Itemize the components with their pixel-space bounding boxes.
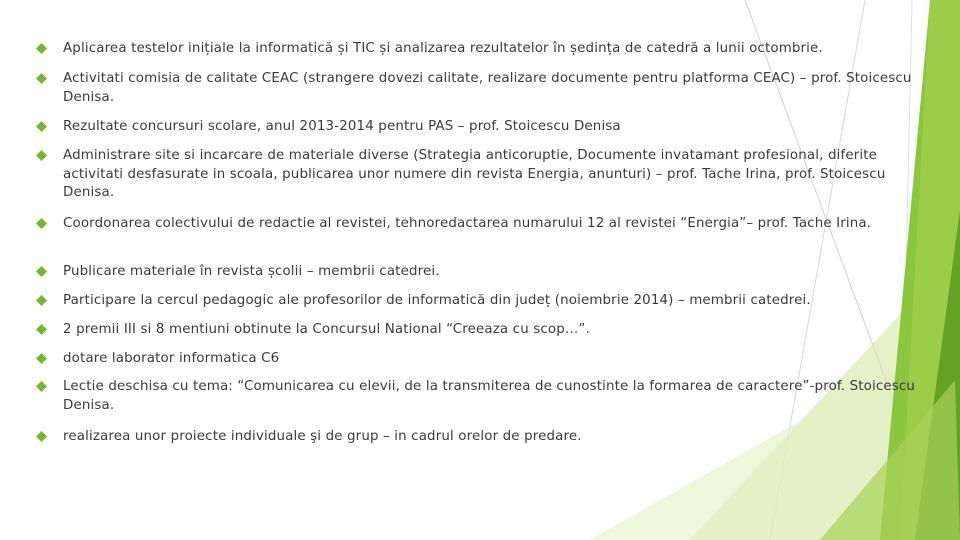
- diamond-bullet-icon: [36, 295, 47, 306]
- list-item-text: realizarea unor proiecte individuale şi de grup – in cadrul orelor de predare.: [63, 429, 582, 444]
- diamond-bullet-icon: [36, 218, 47, 229]
- list-item-text: Aplicarea testelor inițiale la informatică și TIC și analizarea rezultatelor în ședința de catedră a lunii octombrie.: [63, 41, 823, 56]
- list-item-text: Lectie deschisa cu tema: “Comunicarea cu elevii, de la transmiterea de cunostinte la formarea de caractere”-prof. Stoicescu Denisa.: [63, 379, 916, 413]
- diamond-bullet-icon: [36, 431, 47, 442]
- diamond-bullet-icon: [36, 121, 47, 132]
- diamond-bullet-icon: [36, 150, 47, 161]
- diamond-bullet-icon: [36, 381, 47, 392]
- list-item-text: 2 premii III si 8 mentiuni obtinute la Concursul National “Creeaza cu scop…”.: [63, 322, 590, 337]
- diamond-bullet-icon: [36, 73, 47, 84]
- diamond-bullet-icon: [36, 266, 47, 277]
- list-item-text: dotare laborator informatica C6: [63, 351, 280, 366]
- diamond-bullet-icon: [36, 353, 47, 364]
- list-item-text: Coordonarea colectivului de redactie al revistei, tehnoredactarea numarului 12 al revistei “Energia”– prof. Tache Irina.: [63, 216, 872, 231]
- list-item-text: Participare la cercul pedagogic ale profesorilor de informatică din județ (noiembrie 2014) – membrii catedrei.: [63, 293, 811, 308]
- list-item-text: Publicare materiale în revista școlii – membrii catedrei.: [63, 264, 440, 279]
- diamond-bullet-icon: [36, 43, 47, 54]
- list-item-text: Administrare site si incarcare de materiale diverse (Strategia anticoruptie, Documente invatamant profesional, diferite activitati desfasurate in scoala, publicarea unor numere din revista Energia, anunturi) – prof. Tache Irina, prof. Stoicescu Denisa.: [63, 148, 886, 200]
- list-item-text: Rezultate concursuri scolare, anul 2013-2014 pentru PAS – prof. Stoicescu Denisa: [63, 119, 621, 134]
- diamond-bullet-icon: [36, 324, 47, 335]
- list-item-text: Activitati comisia de calitate CEAC (strangere dovezi calitate, realizare documente pentru platforma CEAC) – prof. Stoicescu Denisa.: [63, 71, 912, 105]
